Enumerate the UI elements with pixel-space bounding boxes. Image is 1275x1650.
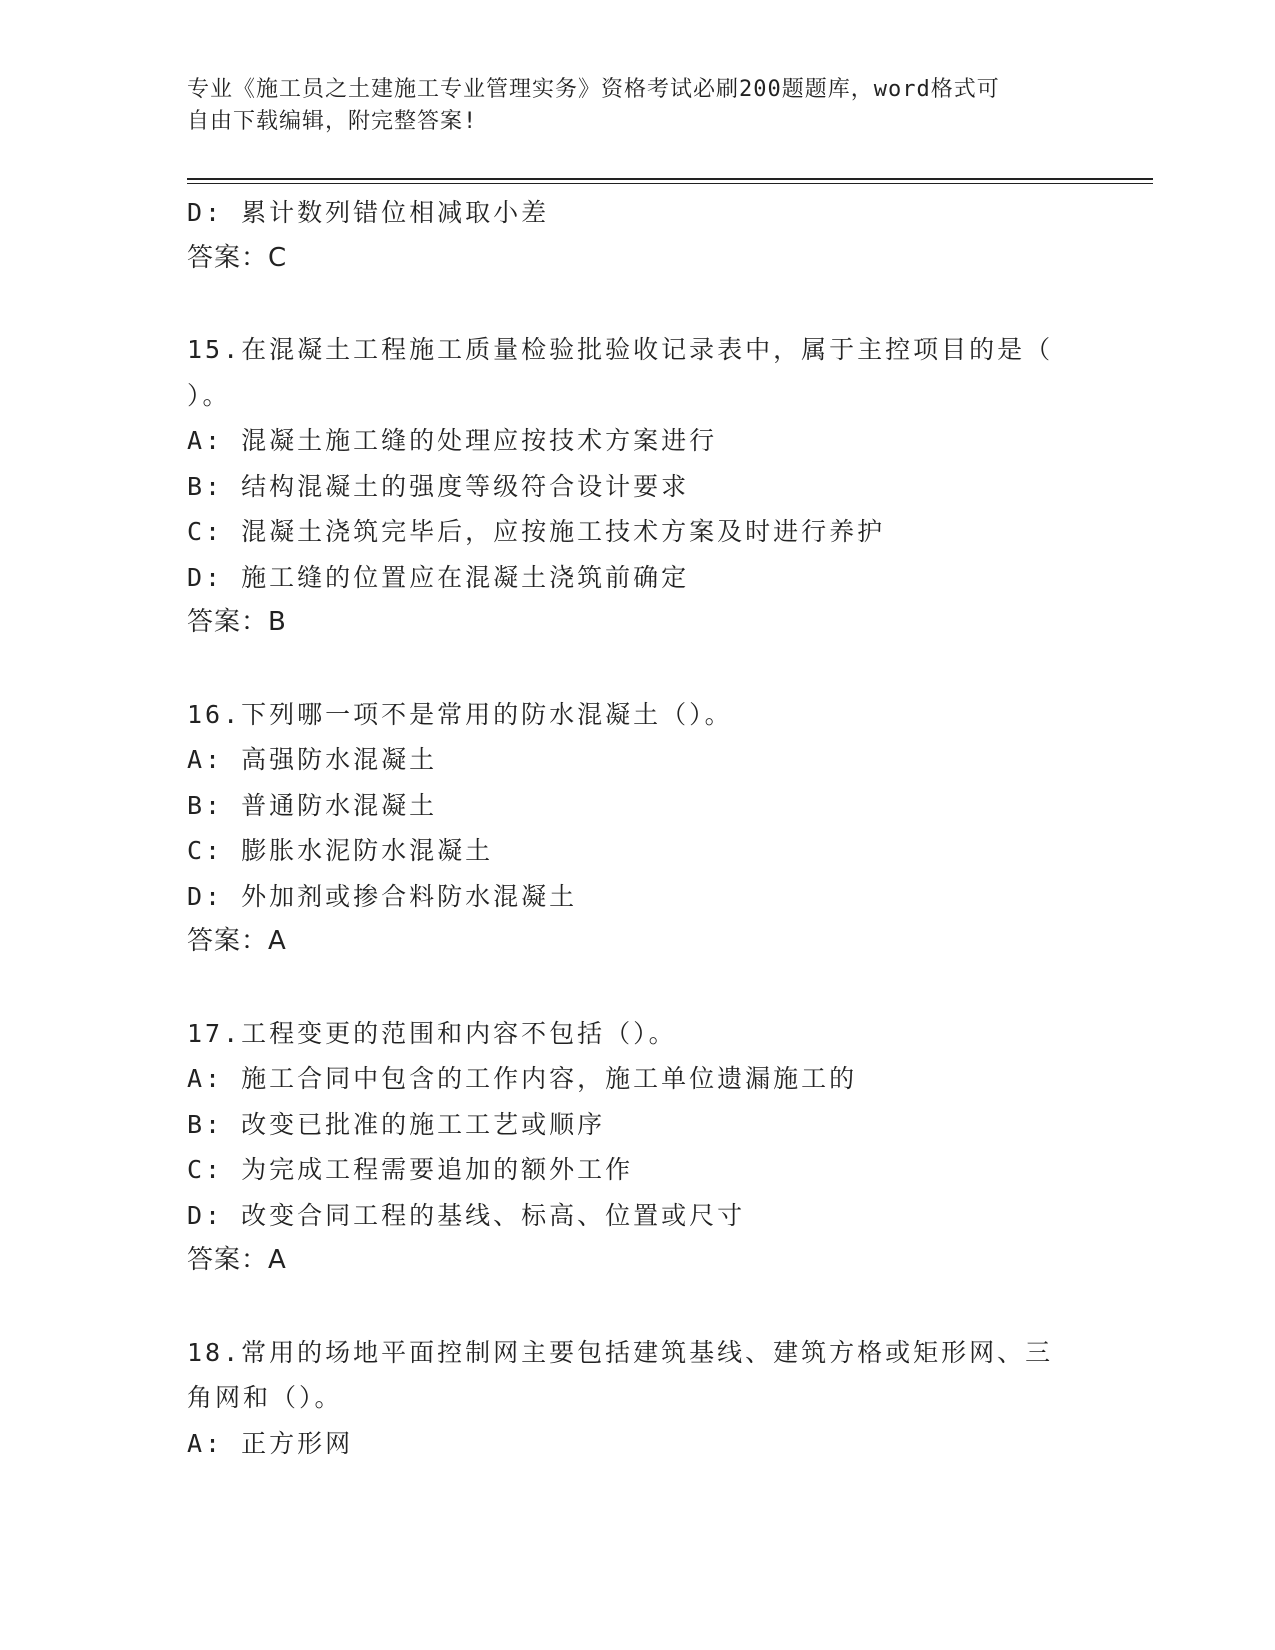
header-line-1: 专业《施工员之土建施工专业管理实务》资格考试必刷200题题库，word格式可	[187, 77, 1000, 102]
question-16	[187, 692, 1087, 965]
answer: 答案：A	[187, 926, 287, 956]
option-a: A: 高强防水混凝土	[187, 745, 438, 774]
option-d: D: 外加剂或掺合料防水混凝土	[187, 881, 578, 911]
option-a: A: 正方形网	[187, 1428, 354, 1458]
answer: 答案：C	[187, 242, 288, 273]
option-b: B: 普通防水混凝土	[187, 790, 438, 820]
question-stem-continued: ）。	[187, 380, 231, 410]
option-b: B: 结构混凝土的强度等级符合设计要求	[187, 471, 690, 501]
question-stem: 16.下列哪一项不是常用的防水混凝土（）。	[187, 699, 733, 729]
option-b: B: 改变已批准的施工工艺或顺序	[187, 1109, 606, 1139]
option-c: C: 膨胀水泥防水混凝土	[187, 836, 494, 865]
header-line-2: 自由下载编辑，附完整答案!	[187, 109, 478, 134]
question-content	[187, 190, 1087, 1466]
option-a: A: 混凝土施工缝的处理应按技术方案进行	[187, 426, 718, 455]
question-stem: 15.在混凝土工程施工质量检验批验收记录表中，属于主控项目的是（	[187, 335, 1054, 364]
document-header	[187, 74, 1067, 138]
header-divider-thin	[187, 183, 1153, 184]
option-a: A: 施工合同中包含的工作内容，施工单位遗漏施工的	[187, 1064, 858, 1093]
option-d: D: 累计数列错位相减取小差	[187, 198, 550, 227]
question-17	[187, 1011, 1087, 1284]
question-18	[187, 1330, 1087, 1467]
answer: 答案：A	[187, 1245, 287, 1275]
question-15	[187, 327, 1087, 646]
question-stem-continued: 角网和（）。	[187, 1383, 343, 1412]
question-stem: 18.常用的场地平面控制网主要包括建筑基线、建筑方格或矩形网、三	[187, 1337, 1054, 1367]
option-c: C: 混凝土浇筑完毕后，应按施工技术方案及时进行养护	[187, 517, 886, 546]
question-stem: 17.工程变更的范围和内容不包括（）。	[187, 1018, 677, 1048]
header-divider-thick	[187, 178, 1153, 180]
previous-question-tail	[187, 190, 1087, 281]
answer: 答案：B	[187, 607, 287, 637]
option-c: C: 为完成工程需要追加的额外工作	[187, 1155, 634, 1184]
option-d: D: 施工缝的位置应在混凝土浇筑前确定	[187, 562, 690, 592]
option-d: D: 改变合同工程的基线、标高、位置或尺寸	[187, 1200, 746, 1230]
